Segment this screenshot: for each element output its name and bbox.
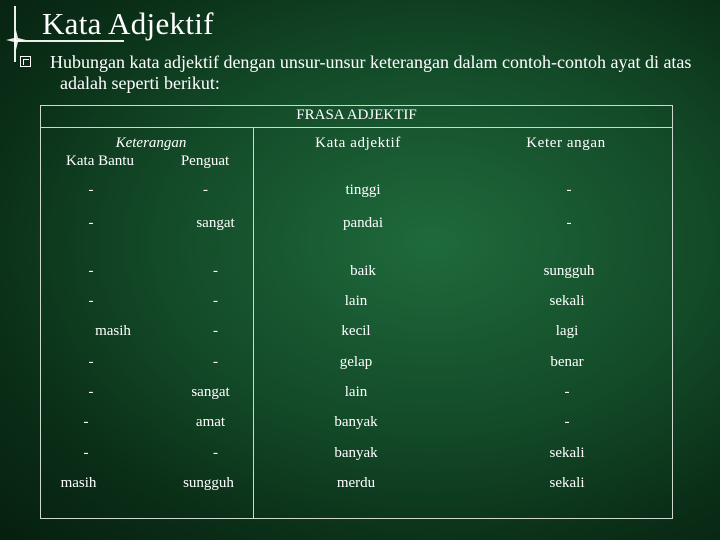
cell-penguat: sangat (191, 384, 230, 400)
column-header-keterangan: Keter angan (526, 135, 606, 151)
cell-keterangan: benar (550, 354, 584, 370)
table-header-divider (41, 127, 672, 128)
cell-keterangan: - (564, 414, 570, 430)
cell-kata-bantu: - (83, 414, 89, 430)
cell-adjektif: pandai (343, 215, 383, 231)
cell-adjektif: baik (350, 263, 376, 279)
slide-title: Kata Adjektif (42, 6, 214, 41)
cell-penguat: - (213, 263, 218, 279)
cell-adjektif: lain (344, 384, 368, 400)
cell-adjektif: banyak (334, 445, 378, 461)
cell-penguat: - (213, 445, 218, 461)
cell-keterangan: sekali (549, 445, 585, 461)
cell-penguat: - (213, 354, 218, 370)
column-header-kata-bantu: Kata Bantu (66, 153, 134, 169)
cell-penguat: sungguh (183, 475, 234, 491)
sparkle-icon (6, 30, 26, 50)
cell-kata-bantu: - (88, 215, 94, 231)
cell-keterangan: sekali (549, 475, 585, 491)
cell-keterangan: sungguh (543, 263, 595, 279)
cell-kata-bantu: - (88, 263, 94, 279)
column-header-kata-adjektif: Kata adjektif (315, 135, 401, 151)
cell-kata-bantu: - (88, 384, 94, 400)
cell-kata-bantu: masih (95, 323, 131, 339)
cell-penguat: amat (195, 414, 226, 430)
keterangan-group-header: Keterangan (115, 135, 187, 151)
cell-keterangan: lagi (555, 323, 579, 339)
checkbox-bullet-icon (20, 56, 31, 67)
cell-penguat: - (203, 182, 208, 198)
table-main-header: FRASA ADJEKTIF (296, 107, 417, 123)
cell-adjektif: tinggi (345, 182, 381, 198)
cell-adjektif: banyak (334, 414, 378, 430)
cell-adjektif: merdu (336, 475, 376, 491)
cell-penguat: sangat (196, 215, 235, 231)
cell-penguat: - (213, 293, 218, 309)
cell-kata-bantu: - (88, 182, 94, 198)
cell-keterangan: - (564, 384, 570, 400)
cell-keterangan: - (566, 215, 572, 231)
cell-kata-bantu: masih (60, 475, 97, 491)
cell-kata-bantu: - (83, 445, 89, 461)
bullet-text: Hubungan kata adjektif dengan unsur-unsur keterangan dalam contoh-contoh ayat di atas adalah seperti berikut: (50, 52, 692, 93)
cell-keterangan: - (566, 182, 572, 198)
cell-adjektif: lain (344, 293, 368, 309)
cell-kata-bantu: - (88, 354, 94, 370)
cell-keterangan: sekali (549, 293, 585, 309)
frasa-adjektif-table (40, 105, 673, 519)
cell-kata-bantu: - (88, 293, 94, 309)
column-header-penguat: Penguat (180, 153, 230, 169)
cell-adjektif: gelap (339, 354, 373, 370)
cell-penguat: - (213, 323, 218, 339)
cell-adjektif: kecil (341, 323, 371, 339)
